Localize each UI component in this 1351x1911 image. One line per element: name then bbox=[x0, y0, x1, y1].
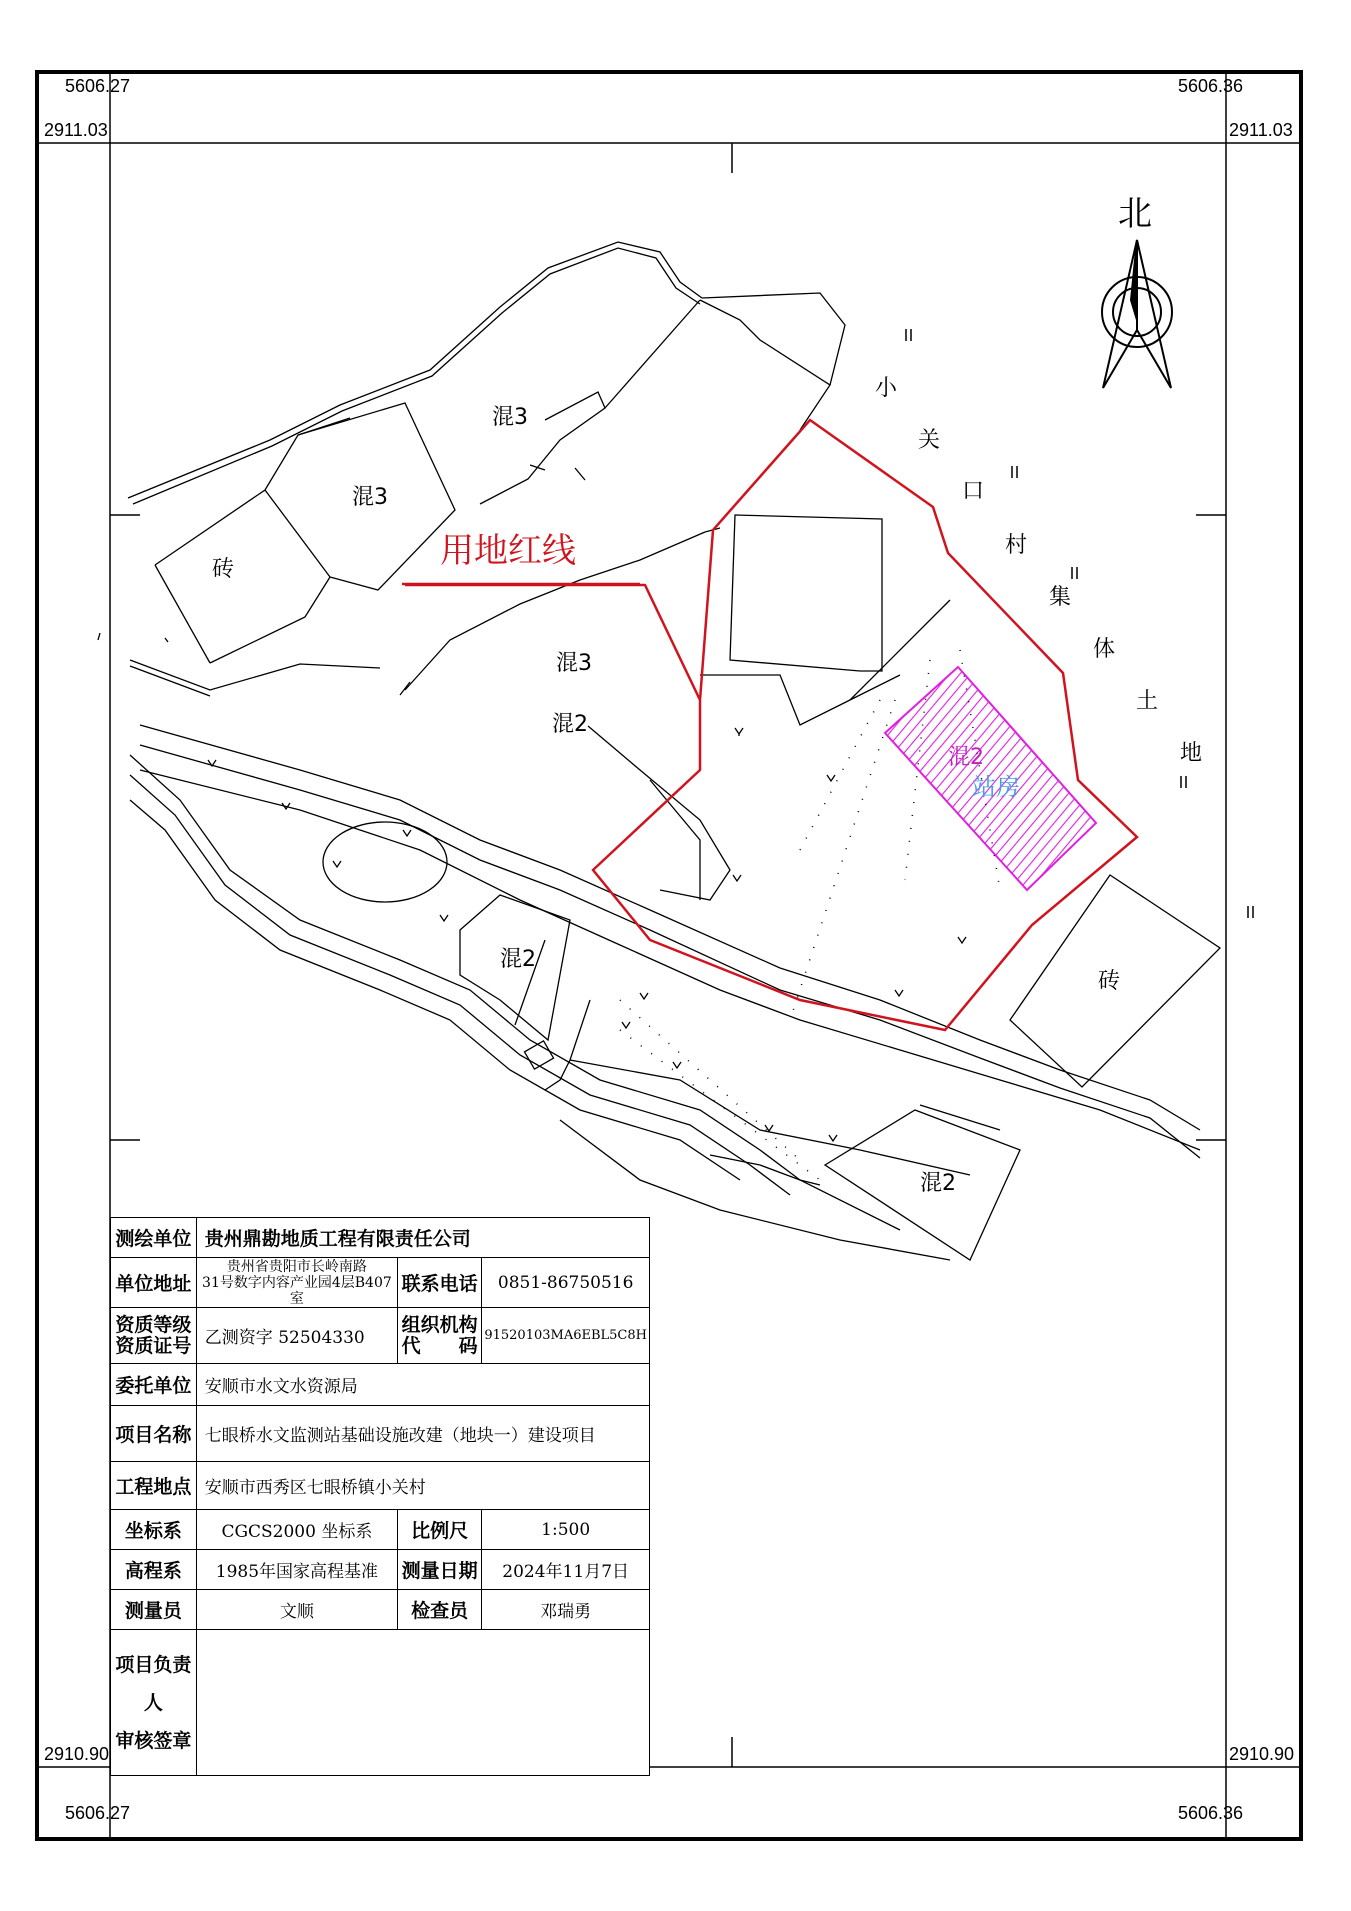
phone: 0851-86750516 bbox=[482, 1258, 650, 1308]
village-char: 集 bbox=[1049, 585, 1072, 610]
village-char: 村 bbox=[1005, 533, 1028, 558]
project-label: 项目名称 bbox=[111, 1406, 197, 1462]
coord-top-left-northing: 2911.03 bbox=[44, 120, 108, 140]
date: 2024年11月7日 bbox=[482, 1550, 650, 1590]
station-material-label: 混2 bbox=[948, 745, 984, 770]
checker: 邓瑞勇 bbox=[482, 1590, 650, 1630]
address-line2: 31号数字内容产业园4层B407室 bbox=[202, 1274, 392, 1307]
approver-label bbox=[111, 1630, 197, 1776]
building-label-b5: 混2 bbox=[552, 712, 588, 737]
date-label: 测量日期 bbox=[398, 1550, 482, 1590]
village-char: 体 bbox=[1093, 637, 1116, 662]
survey-unit: 贵州鼎勘地质工程有限责任公司 bbox=[196, 1218, 649, 1258]
coord-bottom-left-northing: 2910.90 bbox=[44, 1744, 110, 1764]
org-code: 91520103MA6EBL5C8H bbox=[482, 1308, 650, 1364]
building-label-b6: 混2 bbox=[500, 947, 536, 972]
surveyor: 文顺 bbox=[196, 1590, 397, 1630]
qual-label-1: 资质等级 bbox=[115, 1313, 192, 1336]
phone-label: 联系电话 bbox=[398, 1258, 482, 1308]
north-label: 北 bbox=[1118, 194, 1152, 234]
scale-label: 比例尺 bbox=[398, 1510, 482, 1550]
coord-sys: CGCS2000 坐标系 bbox=[196, 1510, 397, 1550]
coord-bottom-right-northing: 2910.90 bbox=[1229, 1744, 1295, 1764]
checker-label: 检查员 bbox=[398, 1590, 482, 1630]
org-code-label-1: 组织机构 bbox=[401, 1313, 478, 1336]
coord-sys-label: 坐标系 bbox=[111, 1510, 197, 1550]
client: 安顺市水文水资源局 bbox=[196, 1364, 649, 1406]
village-char: 小 bbox=[875, 376, 898, 401]
land-redline bbox=[405, 420, 1137, 1030]
building-label-b1: 混3 bbox=[492, 405, 528, 430]
elev: 1985年国家高程基准 bbox=[196, 1550, 397, 1590]
building-label-b2: 混3 bbox=[352, 485, 388, 510]
survey-unit-label: 测绘单位 bbox=[111, 1218, 197, 1258]
approver-signature-area bbox=[196, 1630, 649, 1776]
redline-label: 用地红线 bbox=[440, 531, 576, 571]
address-line1: 贵州省贵阳市长岭南路 bbox=[226, 1258, 367, 1275]
village-char: 土 bbox=[1136, 689, 1159, 714]
org-code-label bbox=[398, 1308, 482, 1364]
surveyor-label: 测量员 bbox=[111, 1590, 197, 1630]
survey-info-table bbox=[110, 1217, 650, 1776]
coord-top-right-northing: 2911.03 bbox=[1229, 120, 1293, 140]
building-label-b3: 砖 bbox=[212, 557, 235, 582]
project: 七眼桥水文监测站基础设施改建（地块一）建设项目 bbox=[196, 1406, 649, 1462]
coord-top-right-easting: 5606.36 bbox=[1178, 76, 1244, 96]
qual-label-2: 资质证号 bbox=[115, 1334, 192, 1357]
north-arrow bbox=[1102, 240, 1172, 388]
address-cell bbox=[196, 1258, 397, 1308]
coord-top-left-easting: 5606.27 bbox=[65, 76, 131, 96]
station-label: 站房 bbox=[972, 773, 1020, 801]
village-char: 地 bbox=[1180, 741, 1203, 766]
approver-label-2: 审核签章 bbox=[115, 1729, 192, 1752]
village-char: 关 bbox=[918, 428, 941, 453]
building-label-b8: 混2 bbox=[920, 1171, 956, 1196]
site: 安顺市西秀区七眼桥镇小关村 bbox=[196, 1462, 649, 1510]
client-label: 委托单位 bbox=[111, 1364, 197, 1406]
building-label-b4: 混3 bbox=[556, 651, 592, 676]
village-char: 口 bbox=[962, 479, 985, 504]
site-label: 工程地点 bbox=[111, 1462, 197, 1510]
approver-label-1: 项目负责人 bbox=[115, 1653, 192, 1714]
org-code-label-2: 代 码 bbox=[401, 1334, 478, 1357]
address-label: 单位地址 bbox=[111, 1258, 197, 1308]
elev-label: 高程系 bbox=[111, 1550, 197, 1590]
qual: 乙测资字 52504330 bbox=[196, 1308, 397, 1364]
terrain-lines bbox=[98, 242, 1220, 1260]
coord-bottom-left-easting: 5606.27 bbox=[65, 1803, 131, 1823]
qual-label bbox=[111, 1308, 197, 1364]
building-label-b7: 砖 bbox=[1098, 969, 1121, 994]
scale: 1:500 bbox=[482, 1510, 650, 1550]
coord-bottom-right-easting: 5606.36 bbox=[1178, 1803, 1244, 1823]
